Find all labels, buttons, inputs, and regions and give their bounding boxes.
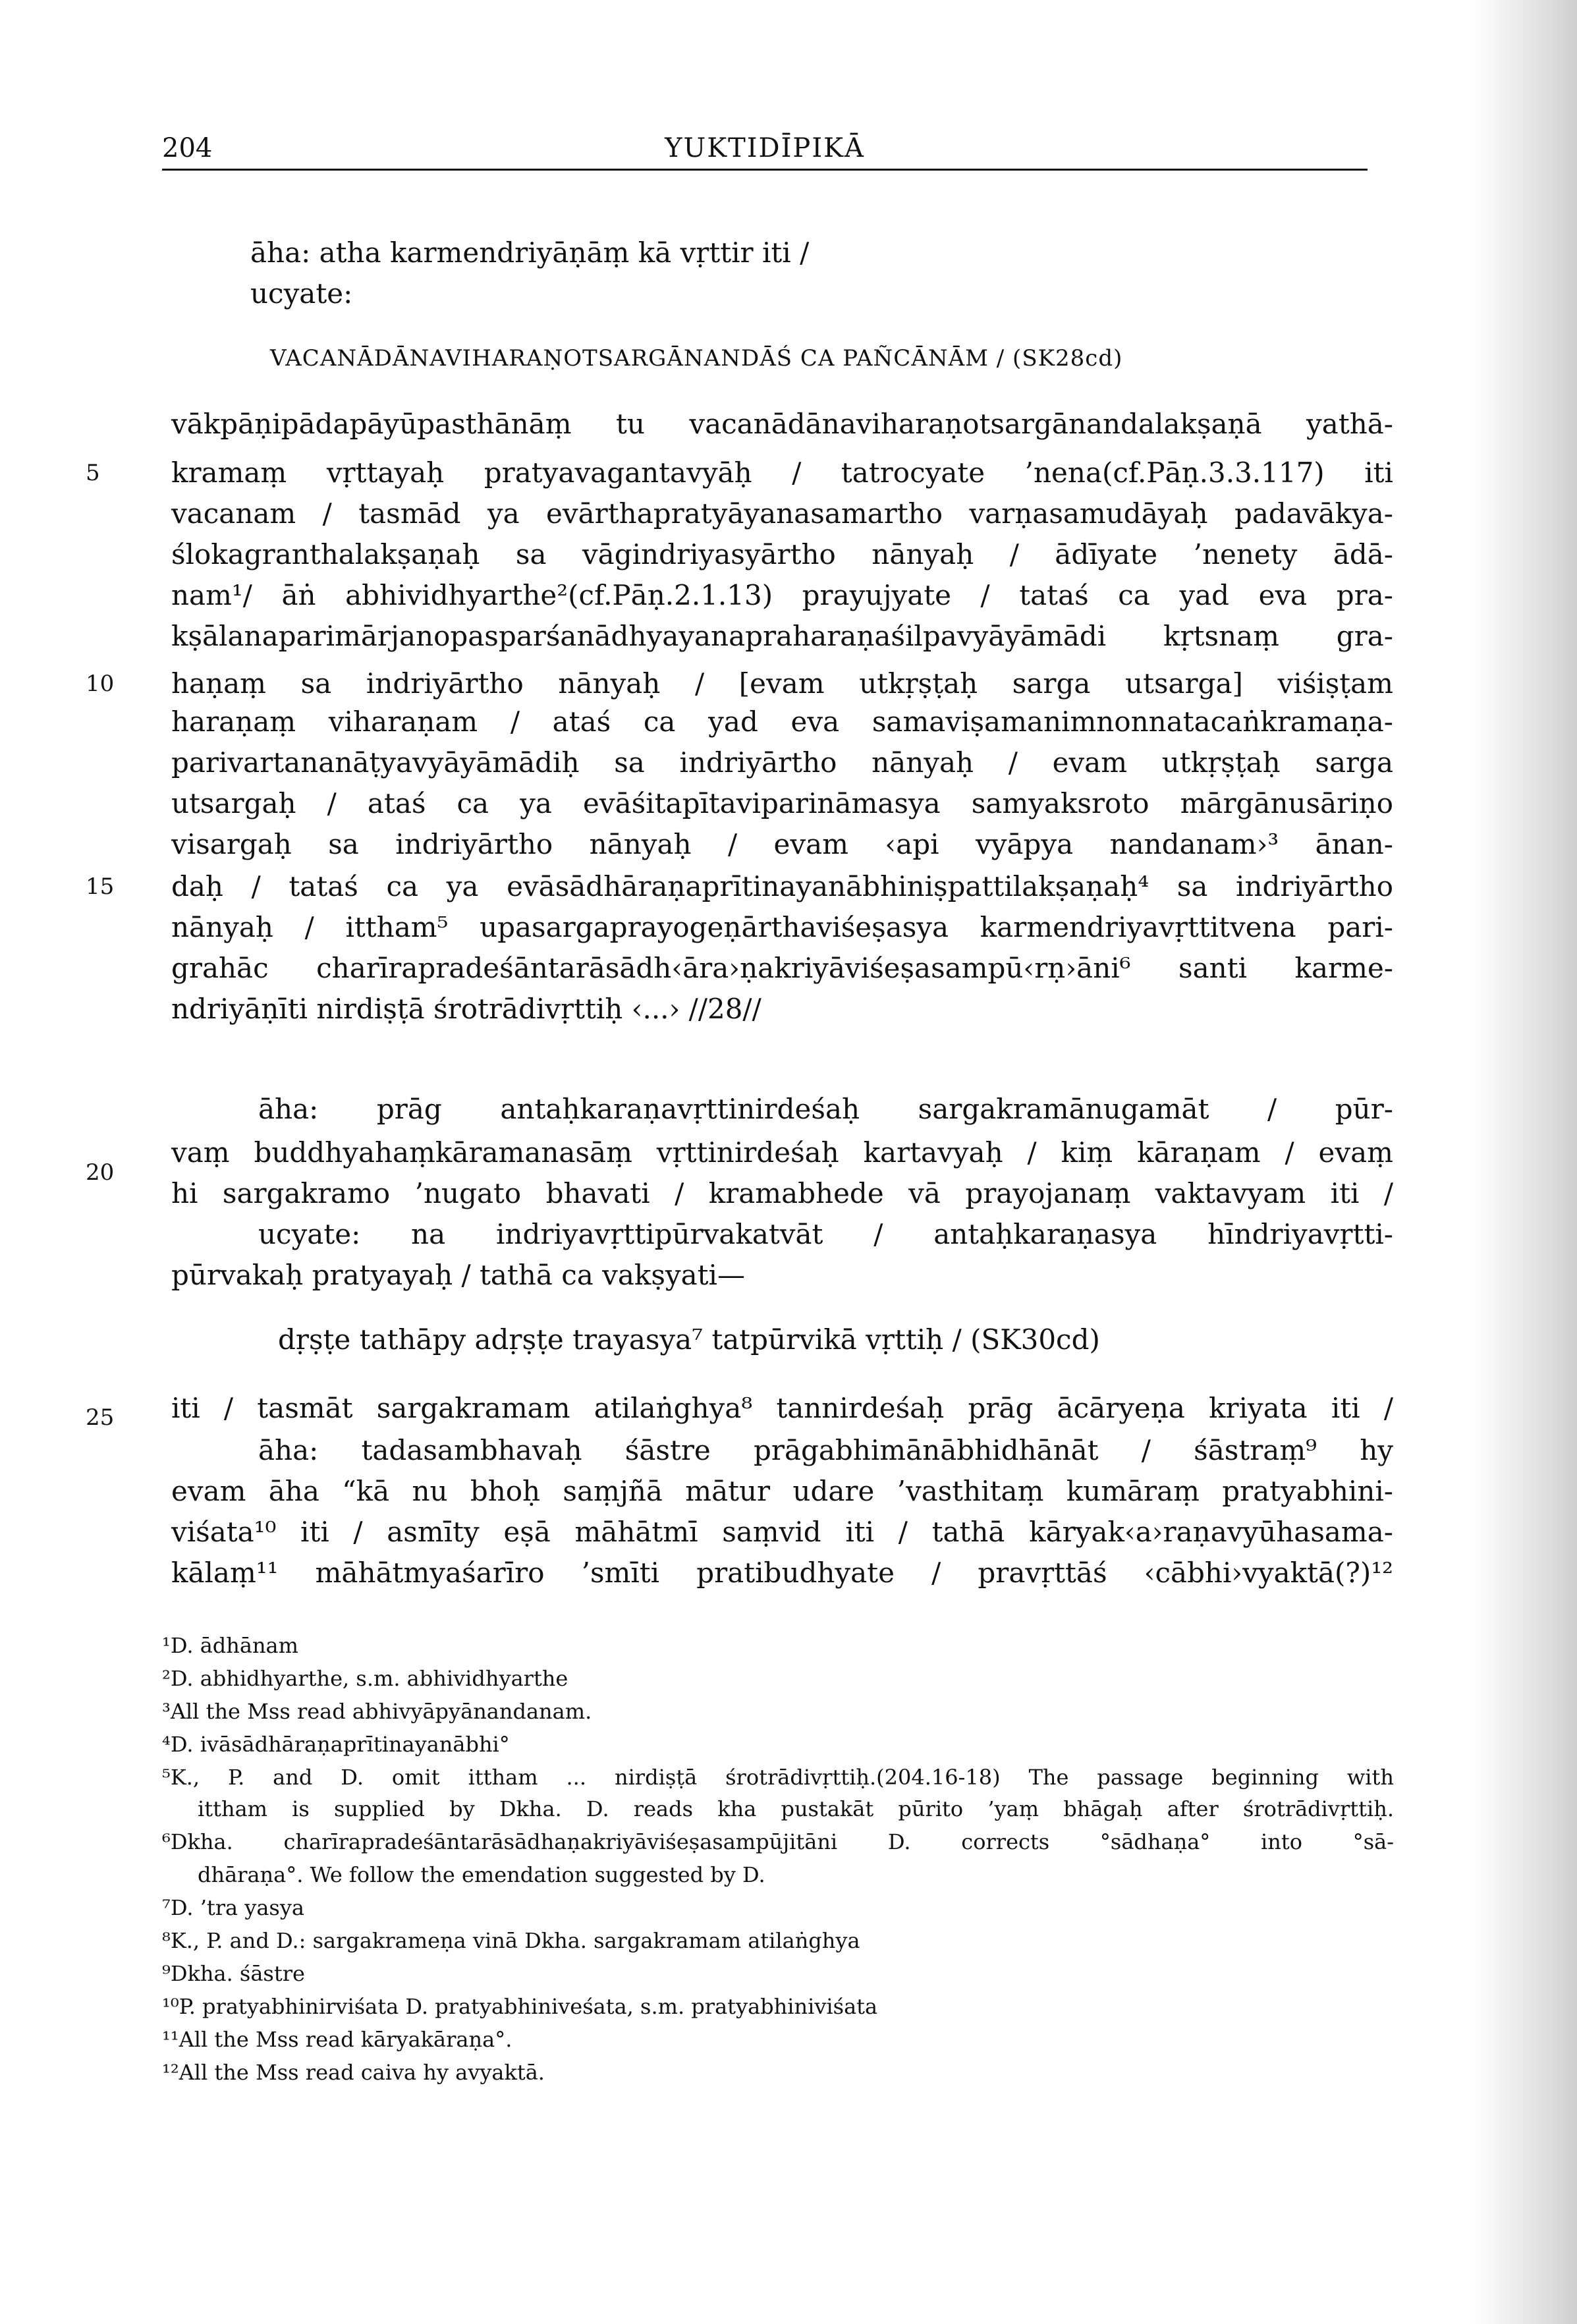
footnote: ⁸K., P. and D.: sargakrameṇa vinā Dkha. sargakramam atilaṅghya [162, 1928, 860, 1953]
text-line: nam¹/ āṅ abhividhyarthe²(cf.Pāṇ.2.1.13) prayujyate / tataś ca yad eva pra- [171, 579, 1393, 611]
text-line: parivartananāṭyavyāyāmādiḥ sa indriyārtho nānyaḥ / evam utkṛṣṭaḥ sarga [171, 746, 1393, 779]
text-line: ndriyāṇīti nirdiṣṭā śrotrādivṛttiḥ ‹...› //28// [171, 993, 761, 1025]
text-line: ślokagranthalakṣaṇaḥ sa vāgindriyasyārtho nānyaḥ / ādīyate ’nenety ādā- [171, 538, 1393, 570]
text-line: kṣālanaparimārjanopasparśanādhyayanapraharaṇaśilpavyāyāmādi kṛtsnaṃ gra- [171, 620, 1393, 652]
text-line: daḥ / tataś ca ya evāsādhāraṇaprītinayanābhiniṣpattilakṣaṇaḥ⁴ sa indriyārtho [171, 870, 1393, 902]
text-line: nānyaḥ / ittham⁵ upasargaprayogeṇārthaviśeṣasya karmendriyavṛttitvena pari- [171, 911, 1393, 943]
line-number: 10 [86, 671, 115, 697]
line-number: 5 [86, 460, 100, 486]
text-line: haṇaṃ sa indriyārtho nānyaḥ / [evam utkṛṣṭaḥ sarga utsarga] viśiṣṭam [171, 667, 1393, 700]
text-line: grahāc charīrapradeśāntarāsādh‹āra›ṇakriyāviśeṣasampū‹rṇ›āni⁶ santi karme- [171, 952, 1393, 984]
text-line: utsargaḥ / ataś ca ya evāśitapītaviparināmasya samyaksroto mārgānusāriṇo [171, 787, 1393, 819]
text-line: vaṃ buddhyahaṃkāramanasāṃ vṛttinirdeśaḥ kartavyaḥ / kiṃ kāraṇam / evaṃ [171, 1136, 1393, 1169]
line-number: 20 [86, 1159, 115, 1186]
footnote: ⁷D. ’tra yasya [162, 1895, 304, 1920]
text-line: vacanam / tasmād ya evārthapratyāyanasamartho varṇasamudāyaḥ padavākya- [171, 497, 1393, 530]
verse-heading: VACANĀDĀNAVIHARAṆOTSARGĀNANDĀŚ CA PAÑCĀNĀM / (SK28cd) [270, 345, 1123, 372]
text-line: āha: prāg antaḥkaraṇavṛttinirdeśaḥ sargakramānugamāt / pūr- [258, 1093, 1393, 1125]
footnote: ²D. abhidhyarthe, s.m. abhividhyarthe [162, 1666, 568, 1691]
text-line: haraṇaṃ viharaṇam / ataś ca yad eva samaviṣamanimnonnatacaṅkramaṇa- [171, 706, 1393, 738]
text-line: āha: tadasambhavaḥ śāstre prāgabhimānābhidhānāt / śāstraṃ⁹ hy [258, 1434, 1393, 1466]
line-number: 25 [86, 1404, 115, 1431]
text-line: kramaṃ vṛttayaḥ pratyavagantavyāḥ / tatrocyate ’nena(cf.Pāṇ.3.3.117) iti [171, 456, 1393, 489]
text-line: evam āha “kā nu bhoḥ saṃjñā mātur udare ’vasthitaṃ kumāraṃ pratyabhini- [171, 1475, 1393, 1507]
footnote: ¹¹All the Mss read kāryakāraṇa°. [162, 2027, 512, 2052]
text-line: visargaḥ sa indriyārtho nānyaḥ / evam ‹api vyāpya nandanam›³ ānan- [171, 828, 1393, 860]
footnote: ¹²All the Mss read caiva hy avyaktā. [162, 2060, 545, 2085]
footnote: ⁹Dkha. śāstre [162, 1961, 305, 1986]
text-line: ucyate: [250, 277, 353, 310]
line-number: 15 [86, 873, 115, 900]
text-line: pūrvakaḥ pratyayaḥ / tathā ca vakṣyati— [171, 1259, 745, 1291]
text-line: viśata¹⁰ iti / asmīty eṣā māhātmī saṃvid iti / tathā kāryak‹a›raṇavyūhasama- [171, 1516, 1393, 1548]
text-line: vākpāṇipādapāyūpasthānāṃ tu vacanādānaviharaṇotsargānandalakṣaṇā yathā- [171, 408, 1393, 440]
footnote-continuation: dhāraṇa°. We follow the emendation suggested by D. [198, 1862, 765, 1887]
footnote: ¹D. ādhānam [162, 1633, 298, 1658]
footnote: ⁵K., P. and D. omit ittham ... nirdiṣṭā śrotrādivṛttiḥ.(204.16-18) The passage beginning with [162, 1765, 1394, 1790]
running-title: YUKTIDĪPIKĀ [665, 133, 865, 163]
footnote: ⁴D. ivāsādhāraṇaprītinayanābhi° [162, 1732, 510, 1757]
footnote: ⁶Dkha. charīrapradeśāntarāsādhaṇakriyāviśeṣasampūjitāni D. corrects °sādhaṇa° into °sā- [162, 1829, 1394, 1854]
text-line: ucyate: na indriyavṛttipūrvakatvāt / antaḥkaraṇasya hīndriyavṛtti- [258, 1218, 1393, 1250]
page-edge-shadow [1472, 0, 1577, 2324]
text-line: āha: atha karmendriyāṇāṃ kā vṛttir iti / [250, 236, 810, 269]
footnote: ³All the Mss read abhivyāpyānandanam. [162, 1699, 592, 1724]
text-line: kālaṃ¹¹ māhātmyaśarīro ’smīti pratibudhyate / pravṛttāś ‹cābhi›vyaktā(?)¹² [171, 1557, 1393, 1589]
verse-quotation: dṛṣṭe tathāpy adṛṣṭe trayasya⁷ tatpūrvikā vṛttiḥ / (SK30cd) [278, 1323, 1100, 1356]
text-line: hi sargakramo ’nugato bhavati / kramabhede vā prayojanaṃ vaktavyam iti / [171, 1177, 1393, 1209]
page-number: 204 [162, 133, 213, 163]
footnote-continuation: ittham is supplied by Dkha. D. reads kha pustakāt pūrito ’yaṃ bhāgaḥ after śrotrādivṛttiḥ. [198, 1796, 1394, 1821]
footnote: ¹⁰P. pratyabhinirviśata D. pratyabhiniveśata, s.m. pratyabhiniviśata [162, 1994, 878, 2019]
running-header [162, 129, 1368, 171]
text-line: iti / tasmāt sargakramam atilaṅghya⁸ tannirdeśaḥ prāg ācāryeṇa kriyata iti / [171, 1392, 1393, 1424]
